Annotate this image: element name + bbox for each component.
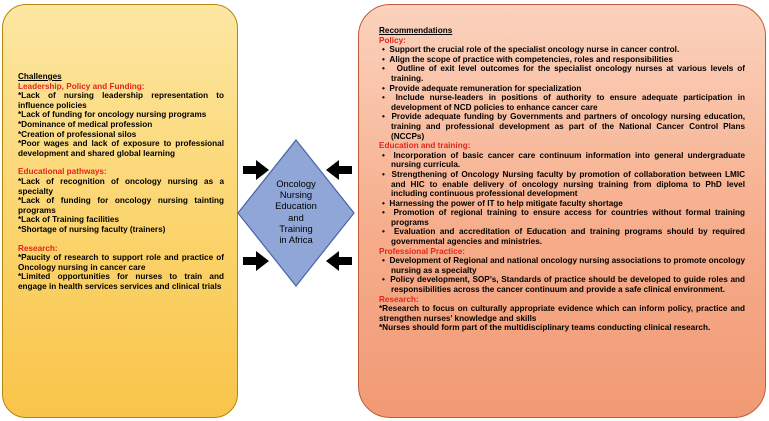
center-label-line: in Africa <box>279 234 313 246</box>
recommendations-practice-heading: Professional Practice: <box>379 246 466 256</box>
challenge-item: *Lack of Training facilities <box>18 215 120 225</box>
bullet-icon: • <box>382 93 396 103</box>
recommendations-content <box>379 26 745 333</box>
challenge-item: *Lack of recognition of oncology nursing as a specialty <box>18 176 224 196</box>
challenges-education-heading: Educational pathways: <box>18 167 107 177</box>
challenge-item: *Dominance of medical profession <box>18 119 153 129</box>
bullet-icon: • <box>382 208 394 218</box>
bullet-icon: • <box>382 227 394 237</box>
recommendation-item: • Provide adequate funding by Governments and partners of oncology nursing education, training and professional development as part of the National Cancer Control Plans (NCCPs) <box>382 112 745 141</box>
recommendation-item: • Policy development, SOP’s, Standards of practice should be developed to guide roles and responsibilities across the cancer continuum and provide a safe clinical environment. <box>382 275 746 295</box>
recommendations-policy-heading: Policy: <box>379 35 406 45</box>
bullet-icon: • <box>382 45 390 55</box>
center-label-line: Oncology <box>276 178 316 189</box>
center-label <box>262 178 330 245</box>
bullet-icon: • <box>382 64 393 74</box>
bullet-icon: • <box>382 275 391 285</box>
recommendation-item: • Outline of exit level outcomes for the specialist oncology nurses at various levels of training. <box>382 64 745 83</box>
recommendation-item: *Nurses should form part of the multidisciplinary teams conducting clinical research. <box>379 323 711 333</box>
arrow-left-icon <box>326 160 352 180</box>
bullet-icon: • <box>382 83 390 93</box>
challenge-item: *Shortage of nursing faculty (trainers) <box>18 224 166 234</box>
challenge-item: *Lack of funding for oncology nursing programs <box>18 110 207 120</box>
challenge-item: *Poor wages and lack of exposure to professional development and shared global learning <box>18 139 224 158</box>
recommendations-research-heading: Research: <box>379 294 419 304</box>
recommendation-item: • Development of Regional and national oncology nursing associations to promote oncology nursing as a specialty <box>382 256 745 275</box>
recommendations-education-heading: Education and training: <box>379 141 471 151</box>
bullet-icon: • <box>382 54 390 64</box>
recommendation-item: • Incorporation of basic cancer care continuum information into general undergraduate nursing curricula. <box>382 150 745 170</box>
recommendation-item: • Support the crucial role of the specialist oncology nurse in cancer control. <box>382 45 680 55</box>
arrow-left-icon <box>326 251 352 271</box>
recommendation-item: • Provide adequate remuneration for specialization <box>382 83 582 93</box>
center-label-line: Nursing <box>279 189 313 201</box>
recommendation-item: • Promotion of regional training to ensure access for countries without formal training programs <box>382 208 745 227</box>
recommendations-title: Recommendations <box>379 26 453 35</box>
recommendation-item: *Research to focus on culturally appropriate evidence which can inform policy, practice and strengthen nurses’ knowledge and skills <box>379 304 745 323</box>
center-label-line: Training <box>279 222 313 234</box>
recommendation-item: • Strengthening of Oncology Nursing faculty by promotion of collaboration between LMIC and HIC to enable delivery of oncology nursing training from diploma to PhD level including continuous professional development <box>382 169 746 199</box>
center-label-line: Education <box>275 200 317 212</box>
challenges-research-heading: Research: <box>18 243 58 253</box>
bullet-icon: • <box>382 256 390 266</box>
recommendation-item: • Align the scope of practice with competencies, roles and responsibilities <box>382 54 673 64</box>
challenges-content <box>18 72 224 291</box>
challenge-item: *Lack of nursing leadership representation to influence policies <box>18 91 224 110</box>
challenges-title: Challenges <box>18 72 62 81</box>
arrow-right-icon <box>243 160 269 180</box>
bullet-icon: • <box>382 150 394 160</box>
challenges-leadership-heading: Leadership, Policy and Funding: <box>18 81 145 91</box>
center-label-line: and <box>288 211 304 223</box>
bullet-icon: • <box>382 198 390 208</box>
recommendation-item: • Harnessing the power of IT to help mitigate faculty shortage <box>382 198 623 208</box>
challenge-item: *Lack of funding for oncology nursing tainting programs <box>18 196 224 215</box>
arrow-right-icon <box>243 251 269 271</box>
bullet-icon: • <box>382 169 392 179</box>
recommendation-item: • Evaluation and accreditation of Education and training programs should by required governmental agencies and ministries. <box>382 227 745 247</box>
challenge-item: *Limited opportunities for nurses to train and engage in health services services and clinical trials <box>18 272 224 291</box>
bullet-icon: • <box>382 112 392 122</box>
recommendation-item: • Include nurse-leaders in positions of authority to ensure adequate participation in development of NCD policies to enhance cancer care <box>382 93 745 112</box>
challenge-item: *Paucity of research to support role and practice of Oncology nursing in cancer care <box>18 253 224 272</box>
challenge-item: *Creation of professional silos <box>18 129 137 139</box>
